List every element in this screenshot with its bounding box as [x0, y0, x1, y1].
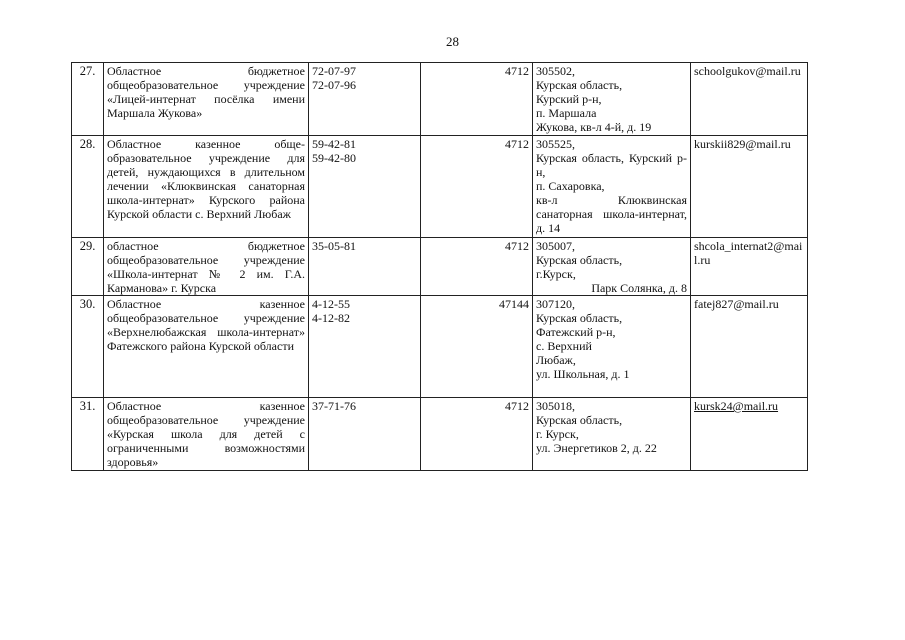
area-code: 4712 [421, 238, 533, 296]
address-line: г.Курск, [536, 267, 576, 281]
institutions-table [71, 62, 808, 471]
address-line: 305007, [536, 239, 575, 253]
institution-name: Областное казенное общеобразовательное учреждение «Верхнелюбажская школа-интернат» Фатежского района Курской области [104, 296, 309, 398]
row-number: 31. [72, 398, 104, 471]
area-code: 4712 [421, 63, 533, 136]
area-code: 47144 [421, 296, 533, 398]
area-code: 4712 [421, 136, 533, 238]
phone-numbers: 72-07-97 72-07-96 [309, 63, 421, 136]
address: 305502, Курская область, Курский р-н, п. Маршала Жукова, кв-л 4-й, д. 19 [533, 63, 691, 136]
institution-name: Областное казенное общеобразовательное учреждение «Курская школа для детей с ограниченными возможностями здоровья» [104, 398, 309, 471]
email-link[interactable]: kurskii829@mail.ru [694, 137, 791, 151]
row-number: 27. [72, 63, 104, 136]
email-cell [691, 63, 808, 136]
address [533, 238, 691, 296]
institution-name: Областное бюджетное общеобразовательное учреждение «Лицей-интернат посёлка имени Маршала Жукова» [104, 63, 309, 136]
address: 305018, Курская область, г. Курск, ул. Энергетиков 2, д. 22 [533, 398, 691, 471]
table-row [72, 136, 808, 238]
address-line: Курская область, [536, 253, 623, 267]
row-number: 29. [72, 238, 104, 296]
email-link[interactable]: shcola_internat2@mail.ru [694, 239, 803, 267]
area-code: 4712 [421, 398, 533, 471]
address-line: Парк Солянка, д. 8 [591, 281, 687, 295]
email-cell [691, 238, 808, 296]
table-row [72, 296, 808, 398]
phone-numbers: 37-71-76 [309, 398, 421, 471]
table-row [72, 238, 808, 296]
row-number: 30. [72, 296, 104, 398]
institution-name: областное бюджетное общеобразовательное учреждение «Школа-интернат № 2 им. Г.А. Карманова» г. Курска [104, 238, 309, 296]
institution-name: Областное казенное обще-образовательное учреждение для детей, нуждающихся в длительном лечении «Клюквинская санаторная школа-интернат» Курского района Курской области с. Верхний Любаж [104, 136, 309, 238]
email-cell [691, 296, 808, 398]
email-cell [691, 398, 808, 471]
page-number: 28 [446, 34, 459, 49]
email-cell [691, 136, 808, 238]
email-link[interactable]: fatej827@mail.ru [694, 297, 779, 311]
phone-numbers: 59-42-81 59-42-80 [309, 136, 421, 238]
address: 307120, Курская область, Фатежский р-н, с. Верхний Любаж, ул. Школьная, д. 1 [533, 296, 691, 398]
phone-numbers: 4-12-55 4-12-82 [309, 296, 421, 398]
email-link[interactable]: schoolgukov@mail.ru [694, 64, 801, 78]
table-row [72, 398, 808, 471]
phone-numbers: 35-05-81 [309, 238, 421, 296]
table-row [72, 63, 808, 136]
row-number: 28. [72, 136, 104, 238]
email-link[interactable]: kursk24@mail.ru [694, 399, 779, 413]
address: 305525, Курская область, Курский р-н, п. Сахаровка, кв-л Клюквинская санаторная школа-интернат, д. 14 [533, 136, 691, 238]
